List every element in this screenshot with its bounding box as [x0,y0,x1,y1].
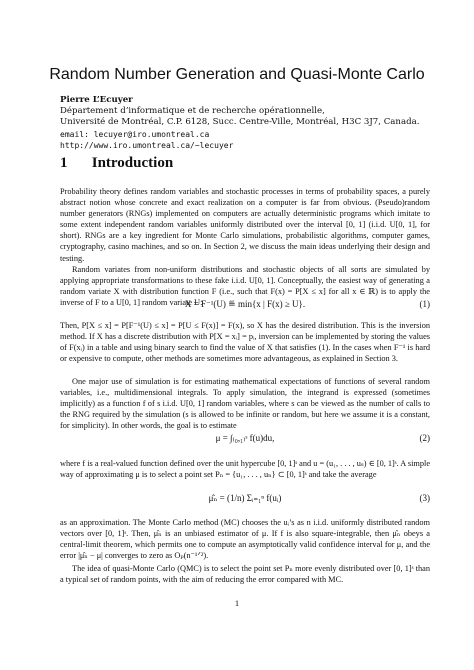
equation-3-tag: (3) [419,493,430,503]
affiliation-line-1: Département d’informatique et de recherche opérationnelle, [60,106,325,117]
paragraph-6: as an approximation. The Monte Carlo method (MC) chooses the uᵢ’s as n i.i.d. uniformly distributed random vectors over [0, 1]ˢ. Then, μ̂ₙ is an unbiased estimator of μ. If f is also square-integrable, then μ̂ₙ obeys a central-limit theorem, which permits one to compute an asymptotically valid confidence interval for μ, and the error |μ̂ₙ − μ| converges to zero as Oₚ(n⁻¹ᐟ²). [60,518,430,561]
equation-2 [60,433,430,457]
paragraph-2: Random variates from non-uniform distributions and stochastic objects of all sorts are simulated by applying appropriate transformations to these fake i.i.d. U[0, 1]. Conceptually, the easiest way of generating a random variate X with distribution function F (i.e., such that F(x) = P[X ≤ x] for all x ∈ ℝ) is to apply the inverse of F to a U[0, 1] random variate U: [60,265,430,308]
author-url[interactable]: http://www.iro.umontreal.ca/~lecuyer [60,140,234,150]
equation-3-body: μ̂ₙ = (1/n) Σᵢ₌₁ⁿ f(uᵢ) [208,493,282,503]
section-title: Introduction [91,155,174,171]
equation-2-body: μ = ∫₍₀,₁₎ˢ f(u)du, [215,433,275,443]
paragraph-1: Probability theory defines random variables and stochastic processes in terms of probability spaces, a purely abstract notion whose concrete and exact realization on a computer is far from obvious. (Pseudo)random number generators (RNGs) implemented on computers are actually deterministic programs which imitate to some extent independent random variables uniformly distributed over the interval [0, 1] (i.i.d. U[0, 1], for short). RNGs are a key ingredient for Monte Carlo simulations, probabilistic algorithms, computer games, cryptography, casino machines, and so on. In Section 2, we discuss the main ideas underlying their design and testing. [60,187,430,263]
author-name: Pierre L’Ecuyer [60,95,133,105]
paper-title: Random Number Generation and Quasi-Monte Carlo [49,66,425,83]
section-heading [60,155,173,172]
paragraph-5: where f is a real-valued function defined over the unit hypercube [0, 1]ˢ and u = (u₁, . . . , uₛ) ∈ [0, 1]ˢ. A simple way of approximating μ is to select a point set Pₙ = {u₁, . . . , uₙ} ⊂ [0, 1]ˢ and take the average [60,459,430,480]
author-block [60,95,440,151]
equation-1-body: X = F⁻¹(U) ≝ min{x | F(x) ≥ U}. [184,299,306,309]
affiliation-line-2: Université de Montréal, C.P. 6128, Succ. Centre-Ville, Montréal, H3C 3J7, Canada. [60,117,420,128]
equation-1-tag: (1) [419,299,430,309]
paragraph-3: Then, P[X ≤ x] = P[F⁻¹(U) ≤ x] = P[U ≤ F(x)] = F(x), so X has the desired distribution. This is the inversion method. If X has a discrete distribution with P[X = xᵢ] = pᵢ, inversion can be implemented by storing the values of F(xᵢ) in a table and using binary search to find the value of X that satisfies (1). In the cases when F⁻¹ is hard or expensive to compute, other methods are sometimes more advantageous, as explained in Section 3. [60,321,430,364]
equation-3 [60,493,430,517]
equation-2-tag: (2) [419,433,430,443]
section-number: 1 [60,155,68,171]
paragraph-4: One major use of simulation is for estimating mathematical expectations of functions of several random variables, i.e., multidimensional integrals. To apply simulation, the integrand is expressed (sometimes implicitly) as a function f of s i.i.d. U[0, 1] random variables, where s can be viewed as the number of calls to the RNG required by the simulation (s is allowed to be infinite or random, but here we assume it is a constant, for simplicity). In other words, the goal is to estimate [60,377,430,431]
paragraph-7: The idea of quasi-Monte Carlo (QMC) is to select the point set Pₙ more evenly distributed over [0, 1]ˢ than a typical set of random points, with the aim of reducing the error compared with MC. [60,564,430,585]
page-number: 1 [234,598,240,608]
author-email[interactable]: email: lecuyer@iro.umontreal.ca [60,129,210,139]
